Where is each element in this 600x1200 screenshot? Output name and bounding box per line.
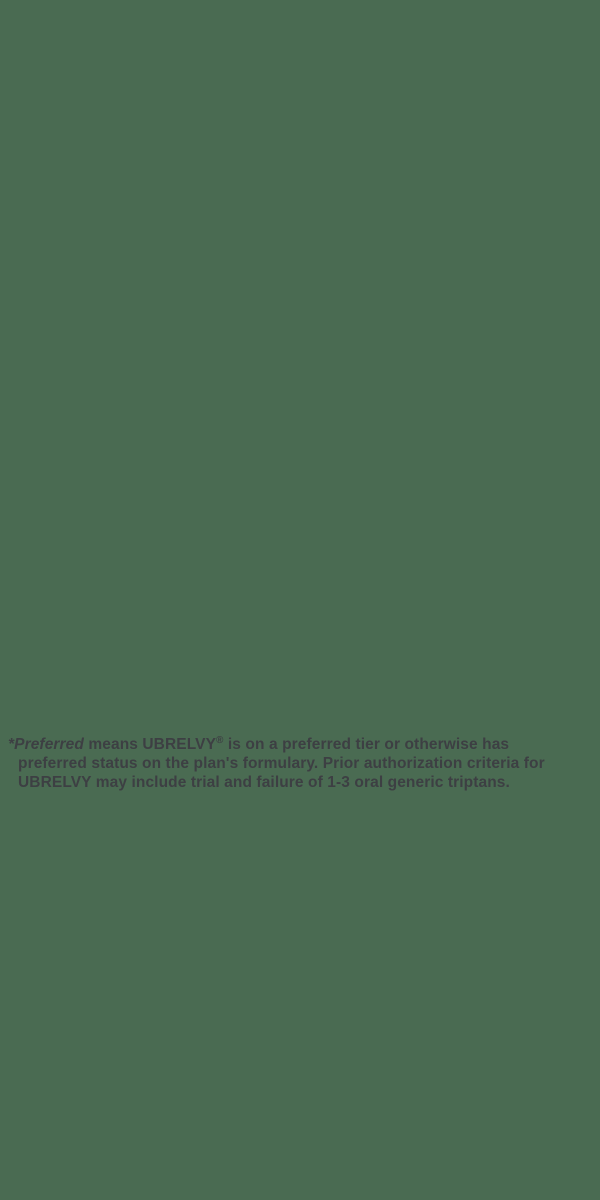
footnote-line-3: UBRELVY may include trial and failure of 1-3 oral generic triptans. <box>18 774 510 791</box>
footnote-marker-and-emphasis <box>8 736 84 753</box>
footnote-asterisk: * <box>8 736 15 753</box>
footnote-line-2: preferred status on the plan's formulary. Prior authorization criteria for <box>18 755 545 772</box>
registered-trademark-icon: ® <box>216 734 224 746</box>
footnote-line-1 <box>8 735 592 754</box>
preferred-definition-footnote <box>8 735 592 792</box>
footnote-emphasis-word: Preferred <box>14 736 84 753</box>
footnote-line-1-rest: means UBRELVY <box>83 736 217 753</box>
footnote-line-1-tail: is on a preferred tier or otherwise has <box>223 736 510 753</box>
